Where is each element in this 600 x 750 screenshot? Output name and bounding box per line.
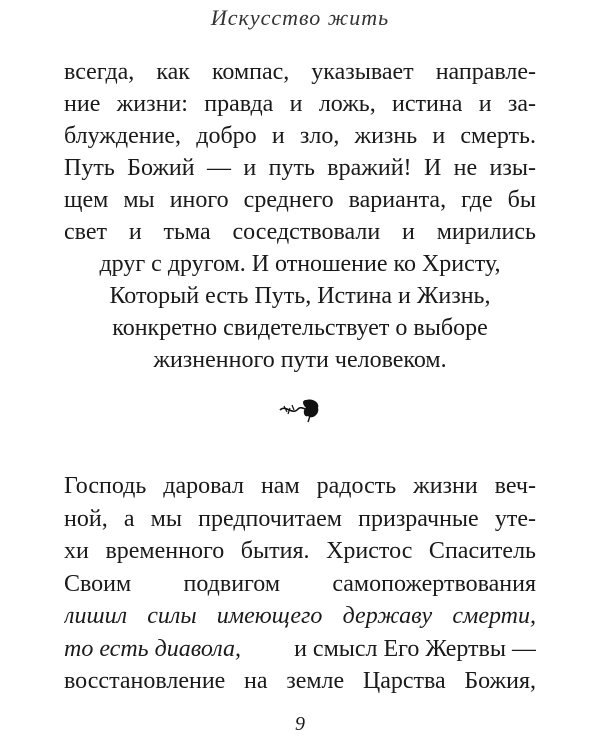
text-line: друг с другом. И отношение ко Христу, bbox=[99, 251, 501, 277]
text-line: восстановление на земле Царства Божия, bbox=[64, 668, 536, 694]
text-line: всегда, как компас, указывает направле- bbox=[64, 59, 536, 85]
text-line: Своим подвигом самопожертвования bbox=[64, 570, 536, 597]
text-line: хи временного бытия. Христос Спаситель bbox=[64, 538, 536, 564]
text-line: Господь даровал нам радость жизни веч- bbox=[64, 473, 536, 499]
running-header: Искусство жить bbox=[210, 5, 390, 30]
paragraph-2 bbox=[64, 470, 536, 698]
text-line: Путь Божий — и путь вражий! И не изы- bbox=[64, 155, 536, 181]
text-line: свет и тьма соседствовали и мирились bbox=[64, 219, 536, 245]
paragraph-1 bbox=[64, 56, 536, 376]
text-line: блуждение, добро и зло, жизнь и смерть. bbox=[64, 123, 536, 149]
text-line: жизненного пути человеком. bbox=[153, 347, 447, 373]
text-phrase: и смысл Его Жертвы — bbox=[294, 635, 536, 662]
text-line: щем мы иного среднего варианта, где бы bbox=[64, 187, 536, 213]
text-line: ной, а мы предпочитаем призрачные уте- bbox=[64, 505, 536, 532]
text-line: Который есть Путь, Истина и Жизнь, bbox=[109, 283, 491, 309]
floral-vignette-icon bbox=[276, 394, 324, 424]
text-line: ние жизни: правда и ложь, истина и за- bbox=[64, 91, 536, 117]
text-line-mixed bbox=[64, 633, 536, 666]
text-line-italic: лишил силы имеющего державу смерти, bbox=[64, 603, 536, 629]
italic-phrase: то есть диавола, bbox=[64, 635, 241, 662]
page-number: 9 bbox=[295, 713, 305, 735]
text-line: конкретно свидетельствует о выборе bbox=[112, 315, 488, 341]
